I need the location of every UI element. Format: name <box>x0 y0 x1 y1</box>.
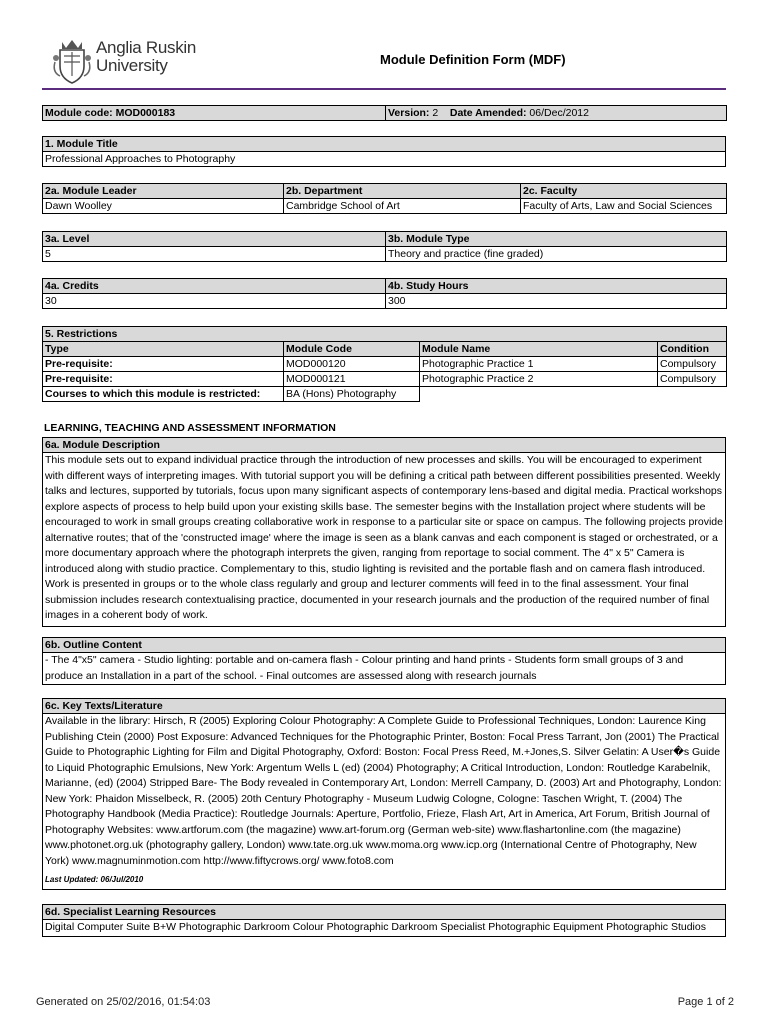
restriction-condition: Compulsory <box>658 357 727 372</box>
version-label: Version: <box>388 107 430 119</box>
date-amended-label: Date Amended: <box>449 107 527 119</box>
version-value: 2 <box>432 107 439 119</box>
restriction-module-code: MOD000121 <box>284 372 420 387</box>
restriction-module-code: MOD000120 <box>284 357 420 372</box>
restrictions-header-name: Module Name <box>420 342 658 357</box>
outline-content-table <box>42 637 726 685</box>
version-date-cell <box>386 106 727 121</box>
module-description-label: 6a. Module Description <box>43 438 726 453</box>
module-leader-value: Dawn Woolley <box>43 199 284 214</box>
faculty-value: Faculty of Arts, Law and Social Sciences <box>521 199 727 214</box>
module-title-value: Professional Approaches to Photography <box>43 152 726 167</box>
credits-label: 4a. Credits <box>43 279 386 294</box>
module-meta-table <box>42 105 727 121</box>
module-description-text: This module sets out to expand individual practice through the introduction of new processes and skills. You will be encouraged to experiment with different ways of interpreting images. With tutorial support you will be defining a critical path between different possibilities presented. Weekly talks and lectures, supported by tutorials, focus upon many significant aspects of contemporary lens-based and digital media. Practical workshops explore aspects of process to help build upon your existing skills base. The semester begins with the Installation project where students will be encouraged to work in small groups creating collaborative work in response to a particular site or space on campus. The following projects provide alternative routes; that of the 'constructed image' where the image is seen as a blank canvas and each component is staged or orchestrated, or a more documentary approach where the photograph interprets the given, ranging from reportage to social comment. The 4" x 5" Camera is introduced along with studio practice. Complementary to this, studio lighting is revisited and the portable flash and on camera flash introduced. Work is presented in groups or to the whole class regularly and group and lecturer comments will feed in to the final assessment. Your final submission includes research contextualising practice, documented in your research journals and the production of the required number of final images in a coherent body of work. <box>43 453 726 627</box>
last-updated: Last Updated: 06/Jul/2010 <box>45 875 144 884</box>
credits-hours-table <box>42 278 727 309</box>
faculty-label: 2c. Faculty <box>521 184 727 199</box>
form-title: Module Definition Form (MDF) <box>380 52 566 67</box>
learning-resources-table <box>42 904 726 937</box>
page-number: Page 1 of 2 <box>677 996 734 1008</box>
restriction-condition: Compulsory <box>658 372 727 387</box>
key-texts-text: Available in the library: Hirsch, R (2005) Exploring Colour Photography: A Complete Guide to Professional Techniques, London: Laurence King Publishing Ctein (2000) Post Exposure: Advanced Techniques for the Photographic Printer, Boston: Focal Press Tarrant, Jon (2001) The Practical Guide to Photographic Lighting for Film and Digital Photography, Oxford: Boston: Focal Press Reed, M.+Jones,S. Silver Gelatin: A User�s Guide to Liquid Photographic Emulsions, New York: Argentum Wells L (ed) (2004) Photography; A Critical Introduction, London: Routledge Karabelnik, Marianne, (ed) (2004) Stripped Bare- The Body revealed in Contemporary Art, London: Merrell Campany, D. (2003) Art and Photography, London: New York: Phaidon Misselbeck, R. (2005) 20th Century Photography - Museum Ludwig Cologne, Cologne: Taschen Wright, T. (2004) The Photography Handbook (Media Practice): Routledge Journals: Aperture, Portfolio, Frieze, Flash Art, Art in America, Art Forum, British Journal of Photography Websites: www.artforum.com (the magazine) www.art-forum.org (German web-site) www.flashartonline.com (the magazine) www.photonet.org.uk (photography gallery, London) www.tate.org.uk www.moma.org www.icp.org (International Centre of Photography, New York) www.magnuminmotion.com http://www.fiftycrows.org/ www.foto8.com <box>45 715 722 867</box>
generated-timestamp: Generated on 25/02/2016, 01:54:03 <box>36 996 211 1008</box>
department-value: Cambridge School of Art <box>284 199 521 214</box>
university-logo <box>52 36 212 86</box>
restriction-module-name: Photographic Practice 2 <box>420 372 658 387</box>
restrictions-table <box>42 326 727 402</box>
credits-value: 30 <box>43 294 386 309</box>
learning-resources-label: 6d. Specialist Learning Resources <box>43 905 726 920</box>
restriction-module-name: Photographic Practice 1 <box>420 357 658 372</box>
module-type-label: 3b. Module Type <box>386 232 727 247</box>
courses-restricted-value: BA (Hons) Photography <box>284 387 420 402</box>
module-description-table <box>42 437 726 627</box>
module-code: Module code: MOD000183 <box>43 106 386 121</box>
logo-line-1: Anglia Ruskin <box>96 38 197 57</box>
outline-content-label: 6b. Outline Content <box>43 638 726 653</box>
lta-heading: LEARNING, TEACHING AND ASSESSMENT INFORMATION <box>44 422 336 434</box>
restrictions-label: 5. Restrictions <box>43 327 727 342</box>
study-hours-label: 4b. Study Hours <box>386 279 727 294</box>
level-label: 3a. Level <box>43 232 386 247</box>
table-row <box>43 372 727 387</box>
restriction-type: Pre-requisite: <box>43 372 284 387</box>
table-row <box>43 357 727 372</box>
module-title-label: 1. Module Title <box>43 137 726 152</box>
key-texts-label: 6c. Key Texts/Literature <box>43 699 726 714</box>
restrictions-header-type: Type <box>43 342 284 357</box>
level-value: 5 <box>43 247 386 262</box>
restrictions-header-code: Module Code <box>284 342 420 357</box>
study-hours-value: 300 <box>386 294 727 309</box>
date-amended-value: 06/Dec/2012 <box>529 107 589 119</box>
restriction-type: Pre-requisite: <box>43 357 284 372</box>
leader-dept-faculty-table <box>42 183 727 214</box>
module-type-value: Theory and practice (fine graded) <box>386 247 727 262</box>
level-type-table <box>42 231 727 262</box>
outline-content-text: - The 4"x5" camera - Studio lighting: portable and on-camera flash - Colour printing and hand prints - Students form small groups of 3 and produce an Installation in a part of the school. - Final outcomes are assessed along with research journals <box>43 653 726 685</box>
courses-restricted-label: Courses to which this module is restricted: <box>43 387 284 402</box>
module-leader-label: 2a. Module Leader <box>43 184 284 199</box>
header-divider <box>42 88 726 90</box>
learning-resources-text: Digital Computer Suite B+W Photographic Darkroom Colour Photographic Darkroom Specialist Photographic Equipment Photographic Studios <box>43 920 726 937</box>
key-texts-table <box>42 698 726 890</box>
restrictions-header-condition: Condition <box>658 342 727 357</box>
key-texts-cell <box>43 714 726 890</box>
department-label: 2b. Department <box>284 184 521 199</box>
crest-icon <box>52 36 92 86</box>
module-title-table <box>42 136 726 167</box>
logo-line-2: University <box>96 56 168 75</box>
